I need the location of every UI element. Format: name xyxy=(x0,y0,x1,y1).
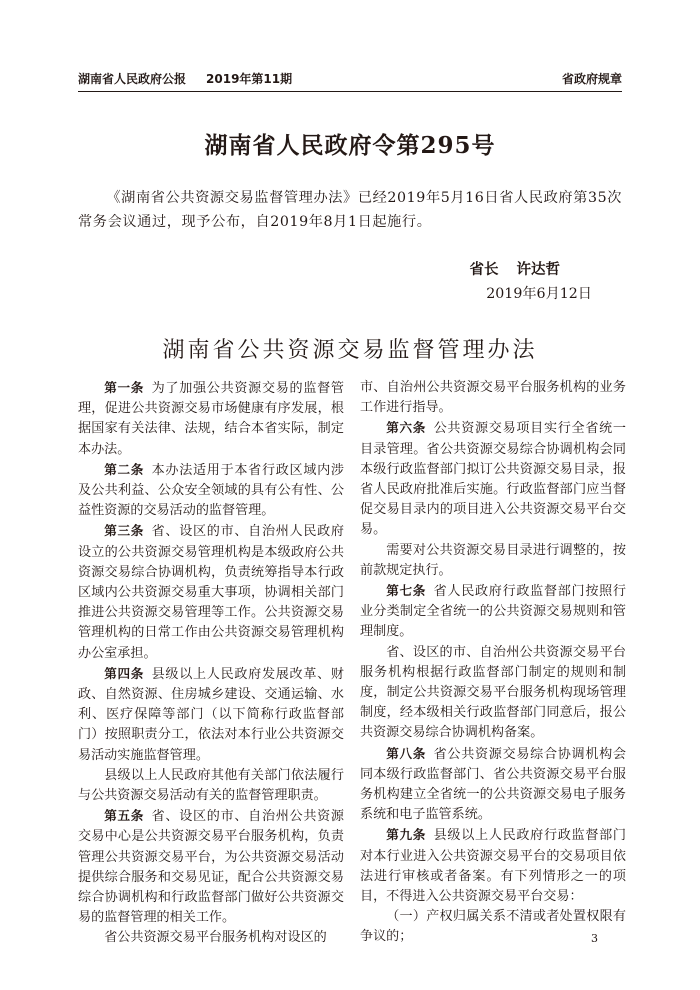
signer-title: 省长 xyxy=(469,262,499,278)
paragraph xyxy=(360,541,626,581)
paragraph-text: 为了加强公共资源交易的监督管理，促进公共资源交易市场健康有序发展，根据国家有关法律、法规，结合本省实际，制定本办法。 xyxy=(78,381,345,457)
article-number: 第九条 xyxy=(386,827,427,843)
article-number: 第一条 xyxy=(104,380,145,395)
paragraph-text: 省人民政府行政监督部门按照行业分类制定全省统一的公共资源交易规则和管理制度。 xyxy=(360,584,627,640)
regulation-title: 湖南省公共资源交易监督管理办法 xyxy=(162,338,538,363)
paragraph xyxy=(360,643,626,744)
paragraph-text: 省、设区的市、自治州公共资源交易中心是公共资源交易平台服务机构，负责管理公共资源交易平台，为公共资源交易活动提供综合服务和交易见证，配合公共资源交易综合协调机构和行政监督部门做好公共资源交易的监督管理的相关工作。 xyxy=(78,809,345,926)
paragraph xyxy=(360,581,626,643)
paragraph-text: 公共资源交易项目实行全省统一目录管理。省公共资源交易综合协调机构会同本级行政监督部门拟订公共资源交易目录，报省人民政府批准后实施。行政监督部门应当督促交易目录内的项目进入公共资源交易平台交易。 xyxy=(360,421,627,538)
sign-date: 2019年6月12日 xyxy=(486,286,592,302)
paragraph-text: 需要对公共资源交易目录进行调整的，按前款规定执行。 xyxy=(360,542,626,578)
header-left xyxy=(78,70,292,87)
paragraph-text: 县级以上人民政府行政监督部门对本行业进入公共资源交易平台的交易项目依法进行审核或者备案。有下列情形之一的项目，不得进入公共资源交易平台交易： xyxy=(360,828,627,905)
issue-number: 2019年第11期 xyxy=(206,72,293,86)
paragraph-text: 县级以上人民政府发展改革、财政、自然资源、住房城乡建设、交通运输、水利、医疗保障等部门（以下简称行政监督部门）按照职责分工，依法对本行业公共资源交易活动实施监督管理。 xyxy=(78,666,345,763)
journal-name: 湖南省人民政府公报 xyxy=(78,72,187,86)
paragraph xyxy=(360,744,626,826)
paragraph xyxy=(78,378,344,460)
paragraph-text: 省公共资源交易综合协调机构会同本级行政监督部门、省公共资源交易平台服务机构建立全省统一的公共资源交易电子服务系统和电子监管系统。 xyxy=(360,746,627,823)
paragraph xyxy=(78,766,344,806)
header-rule xyxy=(78,91,622,92)
article-number: 第六条 xyxy=(386,420,427,436)
article-number: 第七条 xyxy=(386,583,427,599)
order-title: 湖南省人民政府令第295号 xyxy=(204,132,496,159)
paragraph xyxy=(78,664,344,766)
article-number: 第八条 xyxy=(386,745,427,761)
article-number: 第二条 xyxy=(104,461,145,477)
section-name: 省政府规章 xyxy=(561,72,622,86)
article-number: 第五条 xyxy=(104,808,145,824)
preamble: 《湖南省公共资源交易监督管理办法》已经2019年5月16日省人民政府第35次常务会议通过，现予公布，自2019年8月1日起施行。 xyxy=(78,190,622,230)
page-number: 3 xyxy=(591,932,598,945)
paragraph-text: 本办法适用于本省行政区域内涉及公共利益、公众安全领域的具有公有性、公益性资源的交易活动的监督管理。 xyxy=(78,462,345,519)
paragraph xyxy=(360,825,626,907)
article-number: 第四条 xyxy=(104,665,145,681)
article-number: 第三条 xyxy=(104,523,145,539)
signer xyxy=(470,258,561,279)
paragraph-text: 市、自治州公共资源交易平台服务机构的业务工作进行指导。 xyxy=(360,380,626,416)
paragraph xyxy=(78,460,344,522)
paragraph xyxy=(360,907,626,947)
right-column xyxy=(360,378,626,948)
signer-name: 许达哲 xyxy=(516,262,560,278)
paragraph-text: 县级以上人民政府其他有关部门依法履行与公共资源交易活动有关的监督管理职责。 xyxy=(78,767,344,804)
paragraph-text: 省公共资源交易平台服务机构对设区的 xyxy=(104,930,327,946)
running-header xyxy=(78,70,622,90)
paragraph xyxy=(360,378,626,418)
paragraph xyxy=(78,521,344,663)
paragraph-text: 省、设区的市、自治州公共资源交易平台服务机构根据行政监督部门制定的规则和制度，制定公共资源交易平台服务机构现场管理制度，经本级相关行政监督部门同意后，报公共资源交易综合协调机构备案。 xyxy=(360,644,626,741)
left-column xyxy=(78,378,344,949)
paragraph xyxy=(360,418,626,540)
paragraph-text: 省、设区的市、自治州人民政府设立的公共资源交易管理机构是本级政府公共资源交易综合协调机构，负责统筹指导本行政区域内公共资源交易重大事项，协调相关部门推进公共资源交易管理等工作。公共资源交易管理机构的日常工作由公共资源交易管理机构办公室承担。 xyxy=(78,524,345,661)
paragraph xyxy=(78,806,344,928)
paragraph-text: （一）产权归属关系不清或者处置权限有争议的； xyxy=(360,909,626,945)
paragraph xyxy=(78,928,344,948)
